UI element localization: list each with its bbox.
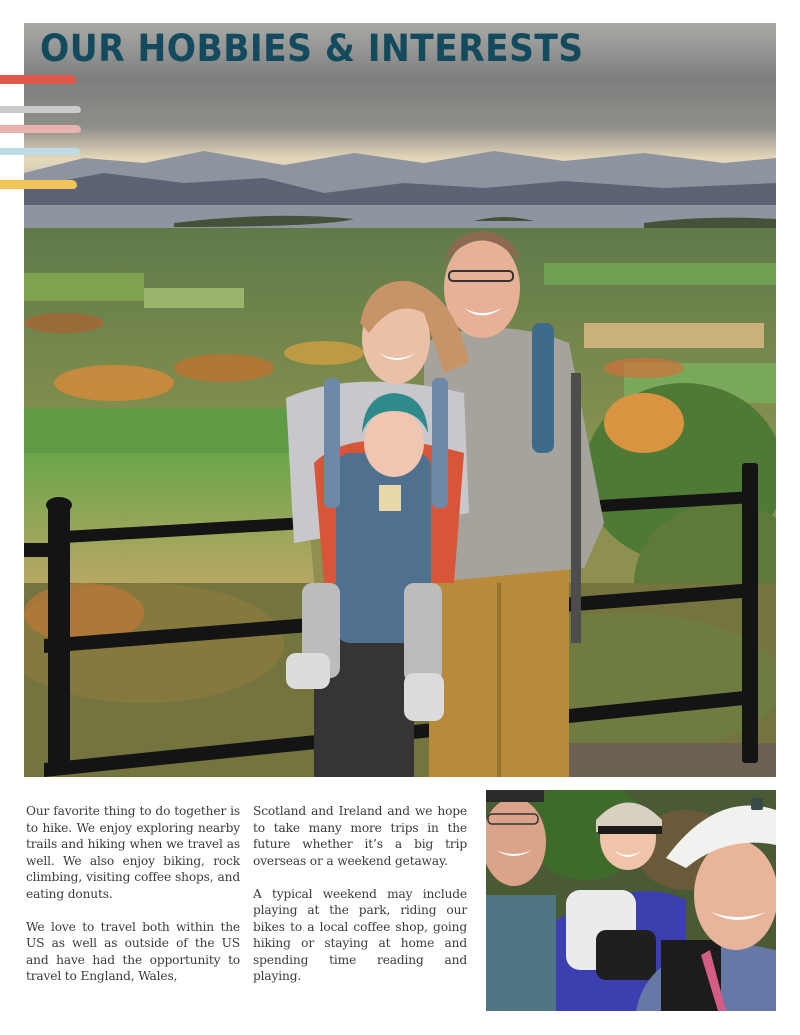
decorative-brush-stroke-pink <box>0 125 81 133</box>
body-text-column-1 <box>26 803 240 1001</box>
paragraph-travel-continued: Scotland and Ireland and we hope to take many more trips in the future whether it’s a big trip overseas or a weekend getaway. <box>253 804 467 868</box>
paragraph-typical-weekend: A typical weekend may include playing at the park, riding our bikes to a local coffee shop, going hiking or staying at home and spending time reading and playing. <box>253 886 467 983</box>
decorative-brush-stroke-gray <box>0 106 81 113</box>
paragraph-travel: We love to travel both within the US as well as outside of the US and have had the opportunity to travel to England, Wales, <box>26 919 240 983</box>
decorative-brush-stroke-red <box>0 75 76 84</box>
decorative-brush-stroke-lightblue <box>0 148 80 155</box>
selfie-scene-image <box>486 790 776 1011</box>
main-family-photo <box>24 23 776 777</box>
hiking-selfie-photo <box>486 790 776 1011</box>
decorative-brush-stroke-yellow <box>0 180 77 189</box>
body-text-column-2 <box>253 803 467 1001</box>
landscape-scene-image <box>24 23 776 777</box>
page-title: OUR HOBBIES & INTERESTS <box>40 27 584 70</box>
paragraph-hiking: Our favorite thing to do together is to hike. We enjoy exploring nearby trails and hiking when we travel as well. We also enjoy biking, rock climbing, visiting coffee shops, and eating donuts. <box>26 804 240 901</box>
